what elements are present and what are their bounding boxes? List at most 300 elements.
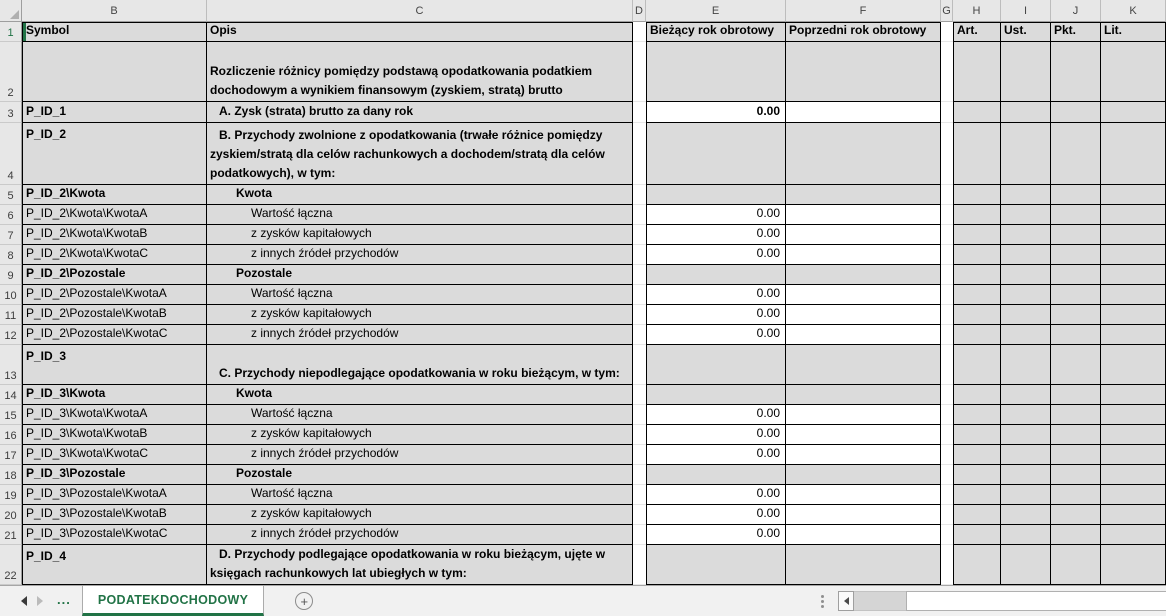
cell-B16[interactable] xyxy=(22,425,207,445)
cell-C4[interactable] xyxy=(207,123,633,185)
cell-J6[interactable] xyxy=(1051,205,1101,225)
column-header-B[interactable]: B xyxy=(22,0,207,22)
cell-C18[interactable] xyxy=(207,465,633,485)
cell-I6[interactable] xyxy=(1001,205,1051,225)
cell-I18[interactable] xyxy=(1001,465,1051,485)
cell-B21[interactable] xyxy=(22,525,207,545)
column-header-I[interactable]: I xyxy=(1001,0,1051,22)
cell-F20[interactable] xyxy=(786,505,941,525)
cell-text: 22 xyxy=(4,570,17,582)
cell-C22[interactable] xyxy=(207,545,633,585)
row-12 xyxy=(0,325,1166,345)
cell-C17[interactable] xyxy=(207,445,633,465)
row-header-22[interactable] xyxy=(0,545,22,585)
cell-G2[interactable] xyxy=(941,42,953,102)
row-3 xyxy=(0,102,1166,123)
row-header-3[interactable] xyxy=(0,102,22,123)
cell-text: 0.00 xyxy=(756,486,780,500)
cell-B17[interactable] xyxy=(22,445,207,465)
cell-J22[interactable] xyxy=(1051,545,1101,585)
cell-D19[interactable] xyxy=(633,485,646,505)
cell-J9[interactable] xyxy=(1051,265,1101,285)
cell-F9[interactable] xyxy=(786,265,941,285)
cell-D12[interactable] xyxy=(633,325,646,345)
cell-F11[interactable] xyxy=(786,305,941,325)
cell-B22[interactable] xyxy=(22,545,207,585)
cell-D22[interactable] xyxy=(633,545,646,585)
cell-K8[interactable] xyxy=(1101,245,1166,265)
cell-H3[interactable] xyxy=(953,102,1001,123)
cell-E20[interactable] xyxy=(646,505,786,525)
cell-J13[interactable] xyxy=(1051,345,1101,385)
cell-I10[interactable] xyxy=(1001,285,1051,305)
cell-G20[interactable] xyxy=(941,505,953,525)
cell-C5[interactable] xyxy=(207,185,633,205)
cell-G8[interactable] xyxy=(941,245,953,265)
cell-J5[interactable] xyxy=(1051,185,1101,205)
tabbar-resize-handle-icon[interactable] xyxy=(821,595,824,598)
cell-I1[interactable] xyxy=(1001,22,1051,42)
cell-B5[interactable] xyxy=(22,185,207,205)
cell-I20[interactable] xyxy=(1001,505,1051,525)
cell-B10[interactable] xyxy=(22,285,207,305)
cell-G5[interactable] xyxy=(941,185,953,205)
cell-K22[interactable] xyxy=(1101,545,1166,585)
cell-H16[interactable] xyxy=(953,425,1001,445)
cell-D1[interactable] xyxy=(633,22,646,42)
cell-G19[interactable] xyxy=(941,485,953,505)
cell-D20[interactable] xyxy=(633,505,646,525)
cell-C6[interactable] xyxy=(207,205,633,225)
cell-F8[interactable] xyxy=(786,245,941,265)
cell-E21[interactable] xyxy=(646,525,786,545)
cell-text: 0.00 xyxy=(756,406,780,420)
cell-H14[interactable] xyxy=(953,385,1001,405)
cell-K5[interactable] xyxy=(1101,185,1166,205)
column-header-D[interactable]: D xyxy=(633,0,646,22)
sheet-tab-podatekdochodowy[interactable]: PODATEKDOCHODOWY xyxy=(82,586,264,616)
cell-H2[interactable] xyxy=(953,42,1001,102)
row-header-20[interactable] xyxy=(0,505,22,525)
cell-I8[interactable] xyxy=(1001,245,1051,265)
cell-D9[interactable] xyxy=(633,265,646,285)
cell-F16[interactable] xyxy=(786,425,941,445)
cell-F22[interactable] xyxy=(786,545,941,585)
cell-F7[interactable] xyxy=(786,225,941,245)
cell-E5[interactable] xyxy=(646,185,786,205)
row-header-15[interactable] xyxy=(0,405,22,425)
cell-B11[interactable] xyxy=(22,305,207,325)
cell-F15[interactable] xyxy=(786,405,941,425)
cell-E14[interactable] xyxy=(646,385,786,405)
cell-I17[interactable] xyxy=(1001,445,1051,465)
cell-E2[interactable] xyxy=(646,42,786,102)
row-5 xyxy=(0,185,1166,205)
cell-J21[interactable] xyxy=(1051,525,1101,545)
cell-H22[interactable] xyxy=(953,545,1001,585)
cell-text: Art. xyxy=(957,23,978,37)
cell-J7[interactable] xyxy=(1051,225,1101,245)
cell-G22[interactable] xyxy=(941,545,953,585)
cell-J3[interactable] xyxy=(1051,102,1101,123)
cell-G14[interactable] xyxy=(941,385,953,405)
cell-I12[interactable] xyxy=(1001,325,1051,345)
cell-H8[interactable] xyxy=(953,245,1001,265)
cell-E3[interactable] xyxy=(646,102,786,123)
cell-E4[interactable] xyxy=(646,123,786,185)
cell-B15[interactable] xyxy=(22,405,207,425)
cell-D13[interactable] xyxy=(633,345,646,385)
scroll-left-button[interactable] xyxy=(838,591,854,611)
cell-D8[interactable] xyxy=(633,245,646,265)
cell-D17[interactable] xyxy=(633,445,646,465)
cell-B18[interactable] xyxy=(22,465,207,485)
cell-G4[interactable] xyxy=(941,123,953,185)
cell-B20[interactable] xyxy=(22,505,207,525)
cell-I3[interactable] xyxy=(1001,102,1051,123)
cell-J15[interactable] xyxy=(1051,405,1101,425)
cell-D4[interactable] xyxy=(633,123,646,185)
cell-E11[interactable] xyxy=(646,305,786,325)
cell-J14[interactable] xyxy=(1051,385,1101,405)
cell-J16[interactable] xyxy=(1051,425,1101,445)
cell-F5[interactable] xyxy=(786,185,941,205)
cell-D2[interactable] xyxy=(633,42,646,102)
cell-F12[interactable] xyxy=(786,325,941,345)
cell-J4[interactable] xyxy=(1051,123,1101,185)
cell-G7[interactable] xyxy=(941,225,953,245)
cell-text: 0.00 xyxy=(756,306,780,320)
cell-E6[interactable] xyxy=(646,205,786,225)
cell-text: z innych źródeł przychodów xyxy=(251,446,399,460)
cell-K9[interactable] xyxy=(1101,265,1166,285)
cell-B1[interactable] xyxy=(22,22,207,42)
cell-E17[interactable] xyxy=(646,445,786,465)
cell-H9[interactable] xyxy=(953,265,1001,285)
cell-D10[interactable] xyxy=(633,285,646,305)
cell-K20[interactable] xyxy=(1101,505,1166,525)
cell-D6[interactable] xyxy=(633,205,646,225)
cell-C12[interactable] xyxy=(207,325,633,345)
cell-text: 19 xyxy=(4,490,17,502)
cell-G21[interactable] xyxy=(941,525,953,545)
cell-C11[interactable] xyxy=(207,305,633,325)
cell-C8[interactable] xyxy=(207,245,633,265)
cell-H17[interactable] xyxy=(953,445,1001,465)
cell-J11[interactable] xyxy=(1051,305,1101,325)
cell-K2[interactable] xyxy=(1101,42,1166,102)
cell-I15[interactable] xyxy=(1001,405,1051,425)
cell-K3[interactable] xyxy=(1101,102,1166,123)
cell-K19[interactable] xyxy=(1101,485,1166,505)
cell-D7[interactable] xyxy=(633,225,646,245)
cell-H13[interactable] xyxy=(953,345,1001,385)
cell-J10[interactable] xyxy=(1051,285,1101,305)
cell-E19[interactable] xyxy=(646,485,786,505)
cell-I16[interactable] xyxy=(1001,425,1051,445)
cell-H5[interactable] xyxy=(953,185,1001,205)
cell-J19[interactable] xyxy=(1051,485,1101,505)
row-13 xyxy=(0,345,1166,385)
cell-text: 0.00 xyxy=(756,526,780,540)
row-header-18[interactable] xyxy=(0,465,22,485)
cell-I2[interactable] xyxy=(1001,42,1051,102)
cell-G18[interactable] xyxy=(941,465,953,485)
cell-C7[interactable] xyxy=(207,225,633,245)
row-header-9[interactable] xyxy=(0,265,22,285)
cell-B7[interactable] xyxy=(22,225,207,245)
row-header-21[interactable] xyxy=(0,525,22,545)
cell-D15[interactable] xyxy=(633,405,646,425)
cell-text: P_ID_2\Pozostale\KwotaB xyxy=(26,306,167,320)
cell-K16[interactable] xyxy=(1101,425,1166,445)
cell-H20[interactable] xyxy=(953,505,1001,525)
cell-text: 0.00 xyxy=(756,206,780,220)
cell-G13[interactable] xyxy=(941,345,953,385)
cell-E7[interactable] xyxy=(646,225,786,245)
cell-G9[interactable] xyxy=(941,265,953,285)
cell-K7[interactable] xyxy=(1101,225,1166,245)
cell-text: 12 xyxy=(4,330,17,342)
new-sheet-button[interactable]: + xyxy=(295,592,313,610)
cell-K15[interactable] xyxy=(1101,405,1166,425)
cell-F2[interactable] xyxy=(786,42,941,102)
cell-E8[interactable] xyxy=(646,245,786,265)
cell-K6[interactable] xyxy=(1101,205,1166,225)
cell-text: 10 xyxy=(4,290,17,302)
cell-E1[interactable] xyxy=(646,22,786,42)
cell-text: z zysków kapitałowych xyxy=(251,426,372,440)
cell-text: Wartość łączna xyxy=(251,206,333,220)
cell-H18[interactable] xyxy=(953,465,1001,485)
more-sheets-button[interactable]: ... xyxy=(57,591,71,607)
cell-G10[interactable] xyxy=(941,285,953,305)
cell-C16[interactable] xyxy=(207,425,633,445)
row-header-8[interactable] xyxy=(0,245,22,265)
select-all-corner[interactable] xyxy=(0,0,22,22)
cell-G12[interactable] xyxy=(941,325,953,345)
cell-text: P_ID_3\Pozostale xyxy=(26,466,126,480)
row-header-1[interactable] xyxy=(0,22,22,42)
cell-text: 8 xyxy=(7,250,14,262)
column-header-G[interactable]: G xyxy=(941,0,953,22)
cell-text: P_ID_3 xyxy=(26,349,67,363)
cell-H21[interactable] xyxy=(953,525,1001,545)
column-header-E[interactable]: E xyxy=(646,0,786,22)
row-header-5[interactable] xyxy=(0,185,22,205)
cell-I21[interactable] xyxy=(1001,525,1051,545)
row-header-12[interactable] xyxy=(0,325,22,345)
cell-G16[interactable] xyxy=(941,425,953,445)
cell-C20[interactable] xyxy=(207,505,633,525)
scrollbar-thumb[interactable] xyxy=(906,591,1166,611)
cell-B19[interactable] xyxy=(22,485,207,505)
row-header-17[interactable] xyxy=(0,445,22,465)
cell-text: 0.00 xyxy=(756,326,780,340)
scrollbar-track[interactable] xyxy=(854,591,906,611)
row-header-13[interactable] xyxy=(0,345,22,385)
cell-E15[interactable] xyxy=(646,405,786,425)
cell-B13[interactable] xyxy=(22,345,207,385)
cell-I9[interactable] xyxy=(1001,265,1051,285)
cell-I4[interactable] xyxy=(1001,123,1051,185)
cell-D11[interactable] xyxy=(633,305,646,325)
row-22 xyxy=(0,545,1166,585)
column-header-F[interactable]: F xyxy=(786,0,941,22)
cell-J18[interactable] xyxy=(1051,465,1101,485)
cell-B8[interactable] xyxy=(22,245,207,265)
row-header-4[interactable] xyxy=(0,123,22,185)
cell-I5[interactable] xyxy=(1001,185,1051,205)
cell-C2[interactable] xyxy=(207,42,633,102)
row-header-6[interactable] xyxy=(0,205,22,225)
cell-K17[interactable] xyxy=(1101,445,1166,465)
cell-C13[interactable] xyxy=(207,345,633,385)
cell-D3[interactable] xyxy=(633,102,646,123)
cell-F6[interactable] xyxy=(786,205,941,225)
cell-C10[interactable] xyxy=(207,285,633,305)
cell-text: A. Zysk (strata) brutto za dany rok xyxy=(219,104,414,118)
cell-text: 0.00 xyxy=(756,446,780,460)
cell-F19[interactable] xyxy=(786,485,941,505)
cell-E12[interactable] xyxy=(646,325,786,345)
cell-E16[interactable] xyxy=(646,425,786,445)
row-header-7[interactable] xyxy=(0,225,22,245)
cell-J20[interactable] xyxy=(1051,505,1101,525)
cell-D16[interactable] xyxy=(633,425,646,445)
cell-text: P_ID_1 xyxy=(26,104,67,118)
prev-sheet-button[interactable] xyxy=(16,591,32,611)
cell-H6[interactable] xyxy=(953,205,1001,225)
cell-H1[interactable] xyxy=(953,22,1001,42)
cell-J8[interactable] xyxy=(1051,245,1101,265)
row-header-2[interactable] xyxy=(0,42,22,102)
cell-I13[interactable] xyxy=(1001,345,1051,385)
cell-I7[interactable] xyxy=(1001,225,1051,245)
cell-text: Pozostale xyxy=(236,266,293,280)
cell-F1[interactable] xyxy=(786,22,941,42)
cell-text: Poprzedni rok obrotowy xyxy=(789,23,927,37)
cell-J2[interactable] xyxy=(1051,42,1101,102)
cell-G15[interactable] xyxy=(941,405,953,425)
cell-H19[interactable] xyxy=(953,485,1001,505)
cell-C3[interactable] xyxy=(207,102,633,123)
row-header-10[interactable] xyxy=(0,285,22,305)
row-header-11[interactable] xyxy=(0,305,22,325)
cell-D5[interactable] xyxy=(633,185,646,205)
cell-B14[interactable] xyxy=(22,385,207,405)
cell-F10[interactable] xyxy=(786,285,941,305)
cell-F4[interactable] xyxy=(786,123,941,185)
cell-B12[interactable] xyxy=(22,325,207,345)
cell-text: 9 xyxy=(7,270,14,282)
cell-text: 17 xyxy=(4,450,17,462)
cell-E22[interactable] xyxy=(646,545,786,585)
cell-G17[interactable] xyxy=(941,445,953,465)
sheet-tab-bar xyxy=(0,585,1166,616)
cell-D21[interactable] xyxy=(633,525,646,545)
cell-F3[interactable] xyxy=(786,102,941,123)
cell-C19[interactable] xyxy=(207,485,633,505)
cell-H4[interactable] xyxy=(953,123,1001,185)
cell-H10[interactable] xyxy=(953,285,1001,305)
cell-K13[interactable] xyxy=(1101,345,1166,385)
cell-H11[interactable] xyxy=(953,305,1001,325)
cell-E10[interactable] xyxy=(646,285,786,305)
cell-text: C. Przychody niepodlegające opodatkowania w roku bieżącym, w tym: xyxy=(219,366,620,380)
cell-K1[interactable] xyxy=(1101,22,1166,42)
cell-text: P_ID_3\Pozostale\KwotaC xyxy=(26,526,168,540)
cell-K12[interactable] xyxy=(1101,325,1166,345)
cell-C15[interactable] xyxy=(207,405,633,425)
cell-F17[interactable] xyxy=(786,445,941,465)
cell-F13[interactable] xyxy=(786,345,941,385)
cell-B9[interactable] xyxy=(22,265,207,285)
column-header-H[interactable]: H xyxy=(953,0,1001,22)
cell-J12[interactable] xyxy=(1051,325,1101,345)
row-header-16[interactable] xyxy=(0,425,22,445)
cell-F21[interactable] xyxy=(786,525,941,545)
cell-K21[interactable] xyxy=(1101,525,1166,545)
cell-G3[interactable] xyxy=(941,102,953,123)
cell-D18[interactable] xyxy=(633,465,646,485)
cell-K4[interactable] xyxy=(1101,123,1166,185)
cell-E9[interactable] xyxy=(646,265,786,285)
column-header-C[interactable]: C xyxy=(207,0,633,22)
cell-H12[interactable] xyxy=(953,325,1001,345)
cell-K18[interactable] xyxy=(1101,465,1166,485)
cell-E13[interactable] xyxy=(646,345,786,385)
cell-C1[interactable] xyxy=(207,22,633,42)
cell-B3[interactable] xyxy=(22,102,207,123)
cell-C9[interactable] xyxy=(207,265,633,285)
cell-G1[interactable] xyxy=(941,22,953,42)
row-2 xyxy=(0,42,1166,102)
cell-B4[interactable] xyxy=(22,123,207,185)
cell-J1[interactable] xyxy=(1051,22,1101,42)
row-header-14[interactable] xyxy=(0,385,22,405)
column-header-J[interactable]: J xyxy=(1051,0,1101,22)
cell-G6[interactable] xyxy=(941,205,953,225)
row-header-19[interactable] xyxy=(0,485,22,505)
cell-I22[interactable] xyxy=(1001,545,1051,585)
cell-text: Symbol xyxy=(26,23,70,37)
cell-H15[interactable] xyxy=(953,405,1001,425)
cell-B6[interactable] xyxy=(22,205,207,225)
left-triangle-icon xyxy=(844,597,849,605)
cell-H7[interactable] xyxy=(953,225,1001,245)
cell-C21[interactable] xyxy=(207,525,633,545)
cell-text: P_ID_3\Kwota\KwotaB xyxy=(26,426,148,440)
cell-I19[interactable] xyxy=(1001,485,1051,505)
cell-J17[interactable] xyxy=(1051,445,1101,465)
cell-I14[interactable] xyxy=(1001,385,1051,405)
cell-F14[interactable] xyxy=(786,385,941,405)
cell-K14[interactable] xyxy=(1101,385,1166,405)
cell-D14[interactable] xyxy=(633,385,646,405)
cell-K10[interactable] xyxy=(1101,285,1166,305)
cell-F18[interactable] xyxy=(786,465,941,485)
cell-G11[interactable] xyxy=(941,305,953,325)
cell-B2[interactable] xyxy=(22,42,207,102)
cell-C14[interactable] xyxy=(207,385,633,405)
next-sheet-button[interactable] xyxy=(32,591,48,611)
cell-I11[interactable] xyxy=(1001,305,1051,325)
cell-K11[interactable] xyxy=(1101,305,1166,325)
cell-E18[interactable] xyxy=(646,465,786,485)
row-18 xyxy=(0,465,1166,485)
column-header-K[interactable]: K xyxy=(1101,0,1166,22)
